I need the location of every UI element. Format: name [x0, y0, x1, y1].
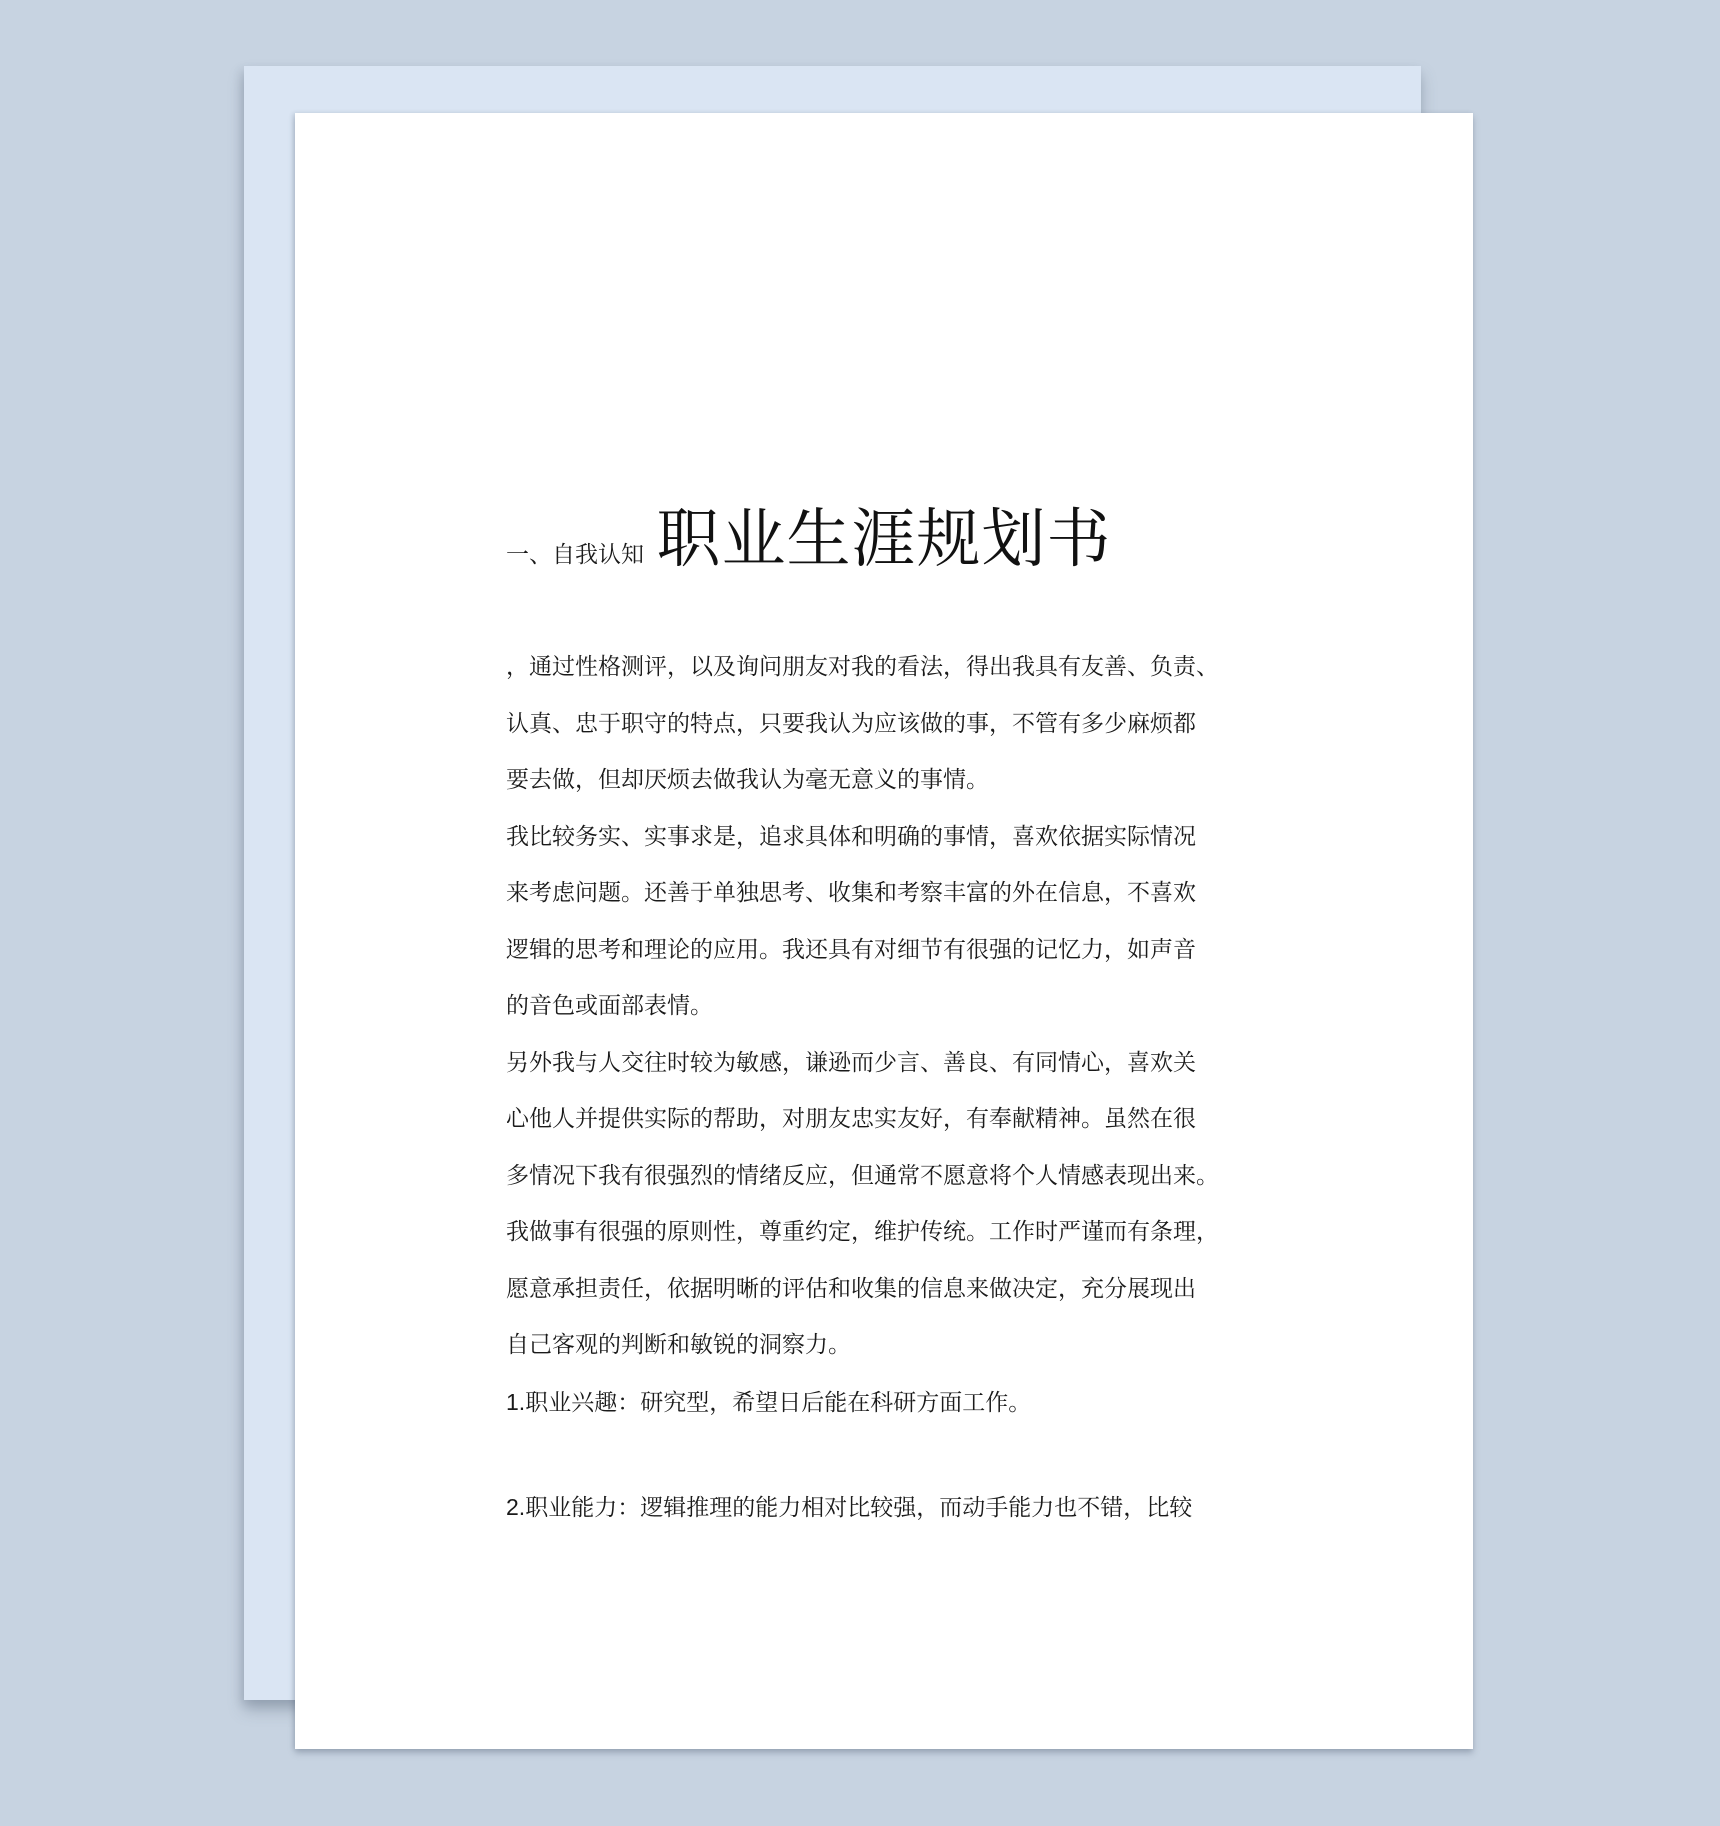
- body-line: 的音色或面部表情。: [506, 993, 713, 1019]
- body-line: ，通过性格测评，以及询问朋友对我的看法，得出我具有友善、负责、: [506, 654, 1219, 680]
- body-line: 认真、忠于职守的特点，只要我认为应该做的事，不管有多少麻烦都: [506, 710, 1196, 737]
- list-item-career-ability: [506, 1479, 1276, 1536]
- list-item-text: 职业兴趣：研究型，希望日后能在科研方面工作。: [525, 1389, 1032, 1416]
- body-line: 另外我与人交往时较为敏感，谦逊而少言、善良、有同情心，喜欢关: [506, 1049, 1196, 1076]
- list-item-number: 1.: [506, 1388, 526, 1415]
- body-line: 自己客观的判断和敏锐的洞察力。: [506, 1332, 851, 1358]
- document-title: 职业生涯规划书: [656, 503, 1112, 577]
- body-line: 多情况下我有很强烈的情绪反应，但通常不愿意将个人情感表现出来。: [506, 1162, 1219, 1189]
- body-line: 我做事有很强的原则性，尊重约定，维护传统。工作时严谨而有条理，: [506, 1219, 1219, 1245]
- document-body: [506, 639, 1276, 1536]
- paragraph-spacer: [506, 1430, 1276, 1479]
- list-item-career-interest: [506, 1374, 1276, 1431]
- body-line: 我比较务实、实事求是，追求具体和明确的事情，喜欢依据实际情况: [506, 823, 1196, 850]
- section-heading-self-awareness: 一、自我认知: [506, 542, 644, 568]
- document-page: [295, 113, 1473, 1749]
- body-line: 心他人并提供实际的帮助，对朋友忠实友好，有奉献精神。虽然在很: [506, 1106, 1196, 1132]
- list-item-text: 职业能力：逻辑推理的能力相对比较强，而动手能力也不错，比较: [525, 1495, 1193, 1521]
- body-line: 愿意承担责任，依据明晰的评估和收集的信息来做决定，充分展现出: [506, 1275, 1196, 1302]
- body-line: 要去做，但却厌烦去做我认为毫无意义的事情。: [506, 767, 989, 793]
- list-item-number: 2.: [506, 1494, 526, 1520]
- body-line: 逻辑的思考和理论的应用。我还具有对细节有很强的记忆力，如声音: [506, 936, 1196, 963]
- body-line: 来考虑问题。还善于单独思考、收集和考察丰富的外在信息，不喜欢: [506, 880, 1196, 906]
